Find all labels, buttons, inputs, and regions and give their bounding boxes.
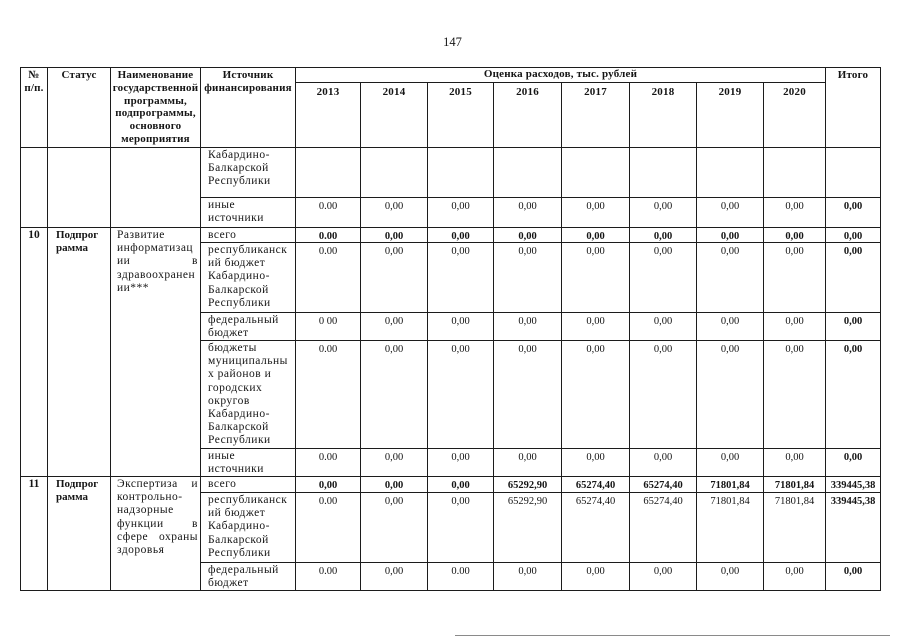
value-cell-2013: 0.00 <box>296 449 361 477</box>
value-cell-2019: 0,00 <box>697 198 764 228</box>
value-cell-2017: 0,00 <box>562 563 630 591</box>
value-cell-2018: 0,00 <box>630 228 697 243</box>
value-cell-2013 <box>296 148 361 198</box>
value-cell-2016: 65292,90 <box>494 493 562 563</box>
value-cell-2018: 0,00 <box>630 563 697 591</box>
value-cell-2020: 0,00 <box>764 243 826 313</box>
value-cell-2017: 0,00 <box>562 341 630 449</box>
year-header-2014: 2014 <box>361 83 428 148</box>
value-cell-2017: 0,00 <box>562 243 630 313</box>
funding-source-cell: республиканский бюджет Кабардино-Балкарской Республики <box>201 493 296 563</box>
value-cell-2017: 65274,40 <box>562 493 630 563</box>
value-cell-2016: 0,00 <box>494 341 562 449</box>
value-cell-2013: 0.00 <box>296 493 361 563</box>
value-cell-2015: 0,00 <box>428 341 494 449</box>
value-cell-2019: 71801,84 <box>697 477 764 493</box>
value-cell-2018 <box>630 148 697 198</box>
value-cell-2020: 0,00 <box>764 198 826 228</box>
value-cell-2013: 0.00 <box>296 198 361 228</box>
row-number-cell <box>21 148 48 228</box>
total-cell: 0,00 <box>826 313 881 341</box>
value-cell-2015: 0,00 <box>428 493 494 563</box>
value-cell-2014: 0,00 <box>361 493 428 563</box>
value-cell-2016 <box>494 148 562 198</box>
value-cell-2014: 0,00 <box>361 449 428 477</box>
year-header-2015: 2015 <box>428 83 494 148</box>
funding-source-cell: республиканский бюджет Кабардино-Балкарской Республики <box>201 243 296 313</box>
funding-source-cell: Кабардино-Балкарской Республики <box>201 148 296 198</box>
value-cell-2013: 0 00 <box>296 313 361 341</box>
value-cell-2014: 0,00 <box>361 198 428 228</box>
value-cell-2019: 0,00 <box>697 341 764 449</box>
funding-source-cell: федеральный бюджет <box>201 563 296 591</box>
total-cell: 339445,38 <box>826 477 881 493</box>
funding-source-cell: бюджеты муниципальных районов и городских округов Кабардино-Балкарской Республики <box>201 341 296 449</box>
funding-source-cell: иные источники <box>201 198 296 228</box>
value-cell-2017: 0,00 <box>562 198 630 228</box>
header-funding-source: Источник финансирования <box>201 68 296 148</box>
value-cell-2019 <box>697 148 764 198</box>
funding-source-cell: иные источники <box>201 449 296 477</box>
header-total: Итого <box>826 68 881 148</box>
value-cell-2016: 0,00 <box>494 449 562 477</box>
year-header-2017: 2017 <box>562 83 630 148</box>
program-name-cell: Развитие информатизации в здравоохранении*** <box>111 228 201 477</box>
funding-source-cell: всего <box>201 477 296 493</box>
header-status: Статус <box>48 68 111 148</box>
value-cell-2013: 0,00 <box>296 477 361 493</box>
value-cell-2014: 0,00 <box>361 313 428 341</box>
total-cell: 0,00 <box>826 563 881 591</box>
header-number-sign: № <box>28 69 40 81</box>
status-cell <box>48 148 111 228</box>
value-cell-2019: 0,00 <box>697 243 764 313</box>
year-header-2018: 2018 <box>630 83 697 148</box>
value-cell-2019: 71801,84 <box>697 493 764 563</box>
total-cell: 0,00 <box>826 243 881 313</box>
value-cell-2015: 0,00 <box>428 477 494 493</box>
value-cell-2015: 0,00 <box>428 228 494 243</box>
value-cell-2017: 0,00 <box>562 228 630 243</box>
value-cell-2015: 0,00 <box>428 243 494 313</box>
value-cell-2018: 65274,40 <box>630 477 697 493</box>
value-cell-2019: 0,00 <box>697 313 764 341</box>
value-cell-2016: 0,00 <box>494 198 562 228</box>
value-cell-2013: 0.00 <box>296 341 361 449</box>
value-cell-2015 <box>428 148 494 198</box>
status-cell: Подпрограмма <box>48 477 111 591</box>
value-cell-2014: 0,00 <box>361 341 428 449</box>
budget-table <box>20 67 881 591</box>
value-cell-2014 <box>361 148 428 198</box>
value-cell-2016: 0,00 <box>494 563 562 591</box>
value-cell-2020: 0,00 <box>764 563 826 591</box>
year-header-2016: 2016 <box>494 83 562 148</box>
value-cell-2017 <box>562 148 630 198</box>
value-cell-2018: 0,00 <box>630 341 697 449</box>
page-number: 147 <box>443 35 462 49</box>
value-cell-2016: 0,00 <box>494 228 562 243</box>
total-cell: 0,00 <box>826 228 881 243</box>
value-cell-2014: 0,00 <box>361 477 428 493</box>
total-cell: 0,00 <box>826 341 881 449</box>
value-cell-2014: 0,00 <box>361 243 428 313</box>
row-number-cell: 11 <box>21 477 48 591</box>
header-number-label: п/п. <box>24 81 44 94</box>
value-cell-2020: 0,00 <box>764 449 826 477</box>
year-header-2020: 2020 <box>764 83 826 148</box>
status-cell: Подпрограмма <box>48 228 111 477</box>
total-cell: 0,00 <box>826 449 881 477</box>
value-cell-2019: 0,00 <box>697 563 764 591</box>
value-cell-2013: 0.00 <box>296 563 361 591</box>
value-cell-2019: 0,00 <box>697 228 764 243</box>
year-header-2019: 2019 <box>697 83 764 148</box>
value-cell-2017: 0,00 <box>562 449 630 477</box>
value-cell-2020: 71801,84 <box>764 493 826 563</box>
funding-source-cell: всего <box>201 228 296 243</box>
value-cell-2016: 0,00 <box>494 243 562 313</box>
value-cell-2019: 0,00 <box>697 449 764 477</box>
value-cell-2015: 0.00 <box>428 563 494 591</box>
value-cell-2020: 71801,84 <box>764 477 826 493</box>
value-cell-2015: 0,00 <box>428 449 494 477</box>
value-cell-2016: 0,00 <box>494 313 562 341</box>
value-cell-2013: 0.00 <box>296 243 361 313</box>
value-cell-2018: 0,00 <box>630 313 697 341</box>
value-cell-2014: 0,00 <box>361 228 428 243</box>
header-number <box>21 68 48 148</box>
program-name-cell: Экспертиза и контрольно-надзорные функции в сфере охраны здоровья <box>111 477 201 591</box>
year-header-2013: 2013 <box>296 83 361 148</box>
scan-edge-line <box>455 635 890 636</box>
value-cell-2014: 0,00 <box>361 563 428 591</box>
value-cell-2015: 0,00 <box>428 198 494 228</box>
value-cell-2020: 0,00 <box>764 341 826 449</box>
value-cell-2013: 0.00 <box>296 228 361 243</box>
value-cell-2017: 65274,40 <box>562 477 630 493</box>
header-expense-estimate: Оценка расходов, тыс. рублей <box>296 68 826 83</box>
value-cell-2020 <box>764 148 826 198</box>
value-cell-2020: 0,00 <box>764 313 826 341</box>
value-cell-2018: 0,00 <box>630 243 697 313</box>
value-cell-2018: 65274,40 <box>630 493 697 563</box>
total-cell <box>826 148 881 198</box>
total-cell: 0,00 <box>826 198 881 228</box>
total-cell: 339445,38 <box>826 493 881 563</box>
value-cell-2020: 0,00 <box>764 228 826 243</box>
value-cell-2015: 0,00 <box>428 313 494 341</box>
program-name-cell <box>111 148 201 228</box>
row-number-cell: 10 <box>21 228 48 477</box>
value-cell-2017: 0,00 <box>562 313 630 341</box>
value-cell-2016: 65292,90 <box>494 477 562 493</box>
header-program-name: Наименование государственной программы, подпрограммы, основного мероприятия <box>111 68 201 148</box>
value-cell-2018: 0,00 <box>630 198 697 228</box>
funding-source-cell: федеральный бюджет <box>201 313 296 341</box>
value-cell-2018: 0,00 <box>630 449 697 477</box>
